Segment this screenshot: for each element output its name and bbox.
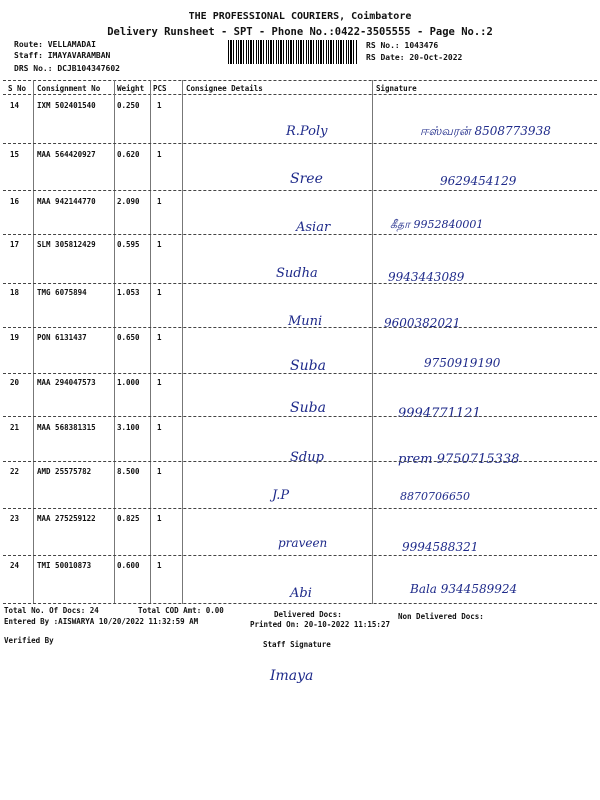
column-divider bbox=[33, 80, 34, 604]
row-pcs: 1 bbox=[157, 333, 162, 342]
printed-on: Printed On: 20-10-2022 11:15:27 bbox=[250, 620, 390, 629]
document-subtitle: Delivery Runsheet - SPT - Phone No.:0422-3505555 - Page No.:2 bbox=[107, 26, 493, 38]
consignee-handwriting: Sree bbox=[290, 171, 323, 187]
drs-number: DRS No.: DCJB104347602 bbox=[14, 64, 120, 73]
delivered-docs: Delivered Docs: bbox=[274, 610, 342, 619]
row-divider bbox=[3, 373, 597, 374]
consignee-handwriting: R.Poly bbox=[286, 124, 328, 139]
consignee-handwriting: Suba bbox=[290, 400, 326, 416]
consignee-handwriting: Sudha bbox=[276, 266, 318, 281]
rs-number: RS No.: 1043476 bbox=[366, 41, 439, 50]
signature-handwriting: 9600382021 bbox=[384, 316, 461, 330]
consignee-handwriting: Muni bbox=[288, 314, 323, 329]
row-consignment: MAA 568381315 bbox=[37, 423, 96, 432]
row-consignment: MAA 942144770 bbox=[37, 197, 96, 206]
total-cod-amount: Total COD Amt: 0.00 bbox=[138, 606, 224, 615]
consignee-handwriting: praveen bbox=[278, 536, 328, 550]
row-pcs: 1 bbox=[157, 423, 162, 432]
row-weight: 0.650 bbox=[117, 333, 140, 342]
consignee-handwriting: J.P bbox=[272, 488, 290, 503]
column-divider bbox=[150, 80, 151, 604]
signature-handwriting: 9943443089 bbox=[388, 270, 465, 284]
row-weight: 0.620 bbox=[117, 150, 140, 159]
row-sno: 19 bbox=[10, 333, 20, 342]
row-pcs: 1 bbox=[157, 101, 162, 110]
row-divider bbox=[3, 555, 597, 556]
row-sno: 21 bbox=[10, 423, 20, 432]
col-signature: Signature bbox=[376, 84, 417, 93]
row-weight: 2.090 bbox=[117, 197, 140, 206]
row-consignment: SLM 305812429 bbox=[37, 240, 96, 249]
row-weight: 3.100 bbox=[117, 423, 140, 432]
row-weight: 1.000 bbox=[117, 378, 140, 387]
row-divider bbox=[3, 508, 597, 509]
row-divider bbox=[3, 143, 597, 144]
rs-date: RS Date: 20-Oct-2022 bbox=[366, 53, 463, 62]
row-weight: 0.595 bbox=[117, 240, 140, 249]
row-consignment: IXM 502401540 bbox=[37, 101, 96, 110]
row-consignment: TMG 6075894 bbox=[37, 288, 87, 297]
row-sno: 15 bbox=[10, 150, 20, 159]
row-sno: 17 bbox=[10, 240, 20, 249]
row-divider bbox=[3, 283, 597, 284]
row-sno: 20 bbox=[10, 378, 20, 387]
row-sno: 18 bbox=[10, 288, 20, 297]
row-pcs: 1 bbox=[157, 467, 162, 476]
col-pcs: PCS bbox=[153, 84, 167, 93]
route-label: Route: VELLAMADAI bbox=[14, 40, 96, 49]
row-weight: 0.600 bbox=[117, 561, 140, 570]
staff-label: Staff: IMAYAVARAMBAN bbox=[14, 51, 111, 60]
row-weight: 0.825 bbox=[117, 514, 140, 523]
column-divider bbox=[372, 80, 373, 604]
staff-signature-label: Staff Signature bbox=[263, 640, 331, 649]
row-sno: 22 bbox=[10, 467, 20, 476]
signature-handwriting: 9994771121 bbox=[398, 406, 481, 421]
row-pcs: 1 bbox=[157, 240, 162, 249]
verified-by: Verified By bbox=[4, 636, 54, 645]
row-pcs: 1 bbox=[157, 514, 162, 523]
col-weight: Weight bbox=[117, 84, 145, 93]
row-pcs: 1 bbox=[157, 150, 162, 159]
row-consignment: MAA 275259122 bbox=[37, 514, 96, 523]
signature-handwriting: Bala 9344589924 bbox=[410, 582, 518, 596]
signature-handwriting: ஈஸ்வரன் 8508773938 bbox=[420, 124, 551, 138]
row-weight: 1.053 bbox=[117, 288, 140, 297]
row-pcs: 1 bbox=[157, 561, 162, 570]
col-consignee: Consignee Details bbox=[186, 84, 263, 93]
row-consignment: AMD 25575782 bbox=[37, 467, 92, 476]
table-header-rule bbox=[3, 94, 597, 95]
row-sno: 23 bbox=[10, 514, 20, 523]
row-consignment: MAA 294047573 bbox=[37, 378, 96, 387]
row-divider bbox=[3, 603, 597, 604]
signature-handwriting: prem 9750715338 bbox=[398, 452, 520, 467]
barcode bbox=[228, 40, 358, 64]
row-divider bbox=[3, 461, 597, 462]
consignee-handwriting: Abi bbox=[290, 586, 312, 601]
consignee-handwriting: Suba bbox=[290, 358, 326, 374]
row-divider bbox=[3, 416, 597, 417]
signature-handwriting: கீதா 9952840001 bbox=[390, 218, 484, 231]
signature-handwriting: 9629454129 bbox=[440, 174, 517, 188]
consignee-handwriting: Sdup bbox=[290, 450, 324, 465]
row-weight: 0.250 bbox=[117, 101, 140, 110]
col-sno: S No bbox=[8, 84, 27, 93]
row-divider bbox=[3, 190, 597, 191]
entered-by: Entered By :AISWARYA 10/20/2022 11:32:59 AM bbox=[4, 617, 199, 626]
row-pcs: 1 bbox=[157, 378, 162, 387]
row-sno: 24 bbox=[10, 561, 20, 570]
column-divider bbox=[182, 80, 183, 604]
signature-handwriting: 8870706650 bbox=[400, 490, 470, 503]
row-consignment: MAA 564420927 bbox=[37, 150, 96, 159]
row-weight: 8.500 bbox=[117, 467, 140, 476]
signature-handwriting: 9994588321 bbox=[402, 540, 479, 554]
row-pcs: 1 bbox=[157, 288, 162, 297]
row-sno: 16 bbox=[10, 197, 20, 206]
table-top-rule bbox=[3, 80, 597, 81]
row-divider bbox=[3, 234, 597, 235]
row-divider bbox=[3, 327, 597, 328]
staff-signature-handwriting: Imaya bbox=[270, 668, 314, 684]
document-title: THE PROFESSIONAL COURIERS, Coimbatore bbox=[188, 11, 412, 22]
row-consignment: TMI 50010873 bbox=[37, 561, 92, 570]
signature-handwriting: 9750919190 bbox=[424, 356, 501, 370]
col-consignment: Consignment No bbox=[37, 84, 101, 93]
row-pcs: 1 bbox=[157, 197, 162, 206]
non-delivered-docs: Non Delivered Docs: bbox=[398, 612, 484, 621]
column-divider bbox=[114, 80, 115, 604]
row-sno: 14 bbox=[10, 101, 20, 110]
total-docs: Total No. Of Docs: 24 bbox=[4, 606, 99, 615]
row-consignment: PON 6131437 bbox=[37, 333, 87, 342]
consignee-handwriting: Asiar bbox=[296, 220, 331, 235]
